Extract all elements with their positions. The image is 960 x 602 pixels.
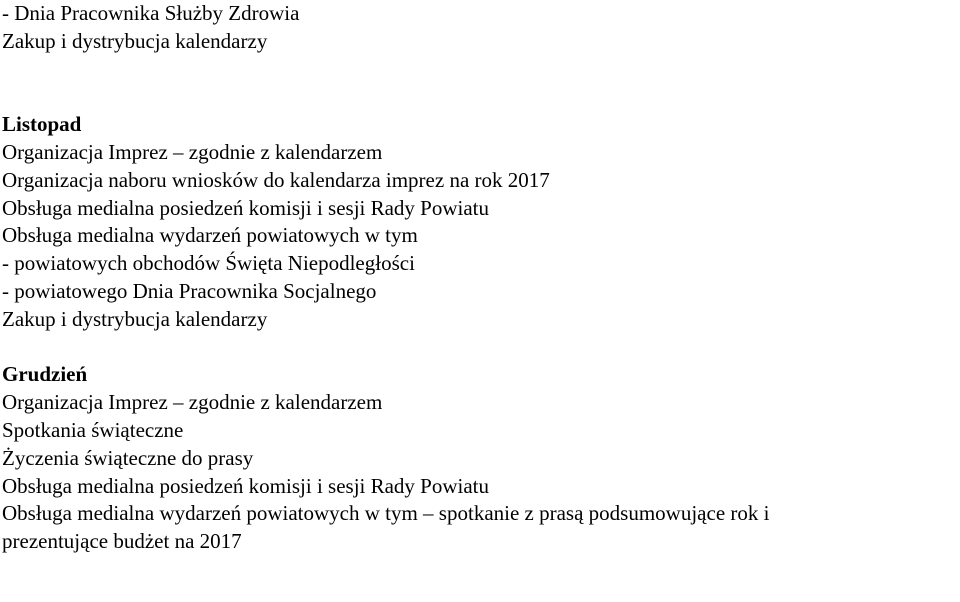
list-item: Organizacja Imprez – zgodnie z kalendarzem [2,139,383,164]
list-item: Organizacja naboru wniosków do kalendarza imprez na rok 2017 [2,167,550,192]
list-item: Obsługa medialna posiedzeń komisji i sesji Rady Powiatu [2,473,490,498]
blank-line [2,334,960,362]
blank-line [2,83,960,111]
list-item: Życzenia świąteczne do prasy [2,445,254,470]
list-item: Organizacja Imprez – zgodnie z kalendarzem [2,390,383,415]
blank-line [2,56,960,84]
list-item: Zakup i dystrybucja kalendarzy [2,306,268,331]
list-item: Spotkania świąteczne [2,417,184,442]
list-item: prezentujące budżet na 2017 [2,529,242,554]
section-heading-grudzien: Grudzień [2,362,88,387]
text-line: - Dnia Pracownika Służby Zdrowia [2,1,300,25]
list-item: Obsługa medialna wydarzeń powiatowych w tym [2,223,418,248]
list-item: - powiatowego Dnia Pracownika Socjalnego [2,278,377,303]
section-heading-listopad: Listopad [2,112,82,137]
text-line: Zakup i dystrybucja kalendarzy [2,28,268,53]
document-page [2,0,960,556]
list-item: Obsługa medialna posiedzeń komisji i sesji Rady Powiatu [2,195,490,220]
list-item: Obsługa medialna wydarzeń powiatowych w tym – spotkanie z prasą podsumowujące rok i [2,501,770,526]
list-item: - powiatowych obchodów Święta Niepodległości [2,251,415,276]
